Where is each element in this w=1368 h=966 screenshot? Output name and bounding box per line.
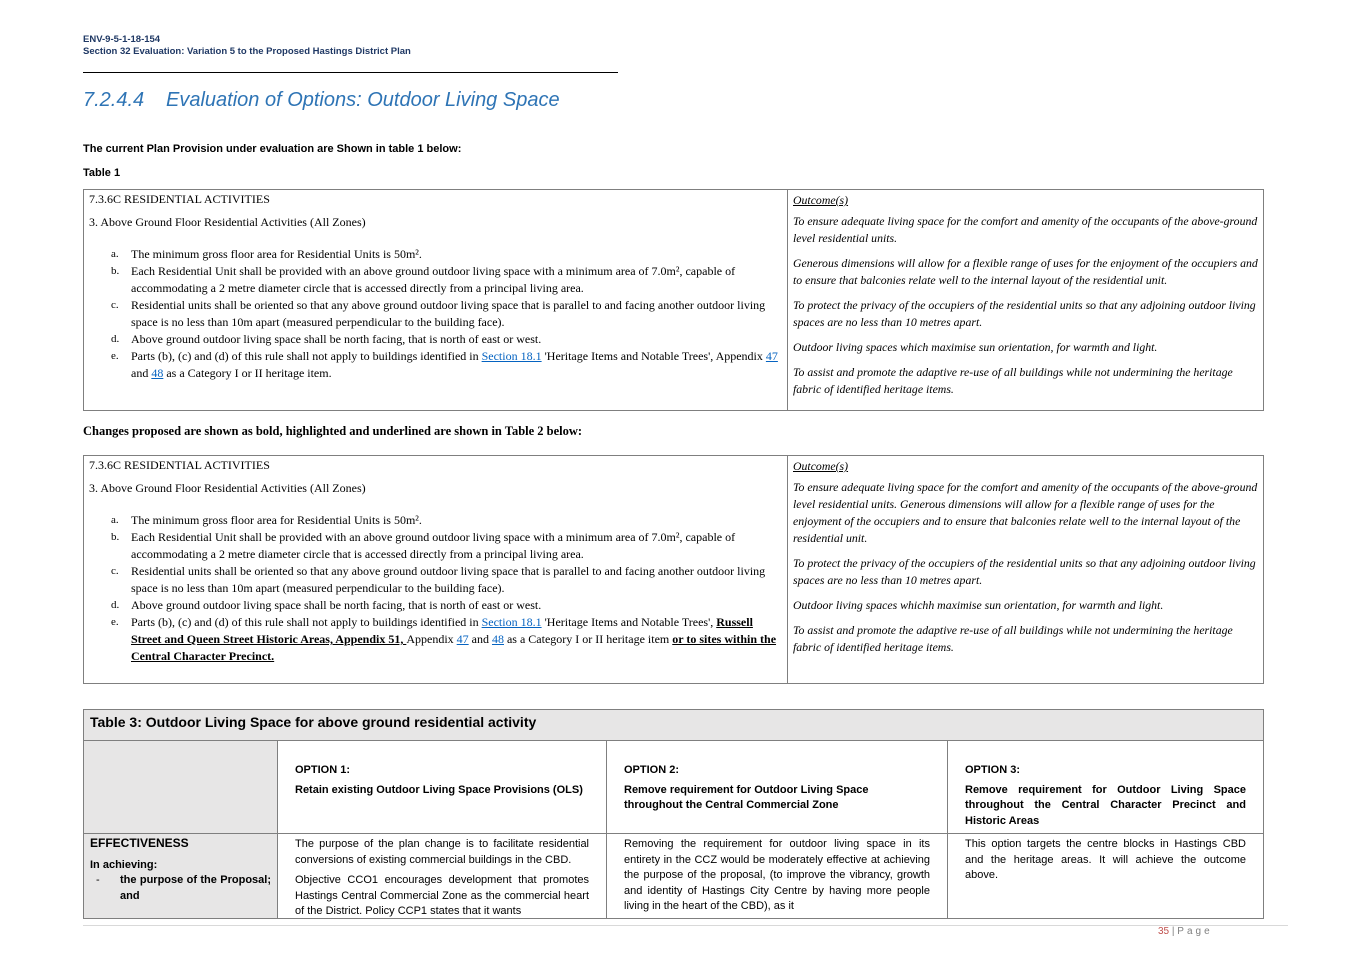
rule-item-c: c. Residential units shall be oriented so that any above ground outdoor living space that is parallel to and facing another outdoor living space is no less than 10m apart (measured perpendicular to the building face).: [111, 564, 766, 595]
table-3: [83, 709, 1264, 919]
option-2-header: OPTION 2: Remove requirement for Outdoor Living Space throughout the Central Commercial Zone: [607, 741, 948, 834]
outcome-text: To assist and promote the adaptive re-use of all buildings while not undermining the heritage fabric of identified heritage items.: [793, 365, 1233, 396]
table1-outcome-cell: [788, 190, 1264, 411]
outcome-text: To ensure adequate living space for the comfort and amenity of the occupants of the above-ground level residential units. Generous dimensions will allow for a flexible range of uses for the enjoyment of the occupiers and to ensure that balconies relate well to the internal layout of the residential unit.: [793, 480, 1258, 545]
outcome-heading: Outcome(s): [793, 459, 849, 473]
rule-subtitle: 3. Above Ground Floor Residential Activities (All Zones): [89, 481, 366, 495]
outcome-text: Outdoor living spaces which maximise sun orientation, for warmth and light.: [793, 340, 1158, 354]
option-1-effectiveness: The purpose of the plan change is to facilitate residential conversions of existing commercial buildings in the CBD. Objective CCO1 encourages development that promotes Hastings Central Commercial Zone as the commercial heart of the District. Policy CCP1 states that it wants: [278, 834, 607, 919]
rule-title: 7.3.6C RESIDENTIAL ACTIVITIES: [89, 458, 270, 472]
document-header: [83, 34, 411, 58]
option-2-effectiveness: Removing the requirement for outdoor living space in its entirety in the CCZ would be moderately effective at achieving the purpose of the proposal, (to improve the vibrancy, growth and identity of Hastings City Centre by having more people living in the heart of the CBD), as it: [607, 834, 948, 919]
option-1-header: OPTION 1: Retain existing Outdoor Living Space Provisions (OLS): [278, 741, 607, 834]
rule-item-a: a. The minimum gross floor area for Residential Units is 50m².: [111, 513, 422, 527]
outcome-heading: Outcome(s): [793, 193, 849, 207]
option-3-header: OPTION 3: Remove requirement for Outdoor Living Space throughout the Central Character Precinct and Historic Areas: [948, 741, 1264, 834]
rule-item-e: e. Parts (b), (c) and (d) of this rule shall not apply to buildings identified in Section 18.1 'Heritage Items and Notable Trees', Russell Street and Queen Street Historic Areas, Appendix 51, Appendix 47 and 48 as a Category I or II heritage item or to sites within the Central Character Precinct.: [111, 615, 777, 663]
rule-item-b: b. Each Residential Unit shall be provided with an above ground outdoor living space with a minimum area of 7.0m², capable of accommodating a 2 metre diameter circle that is accessed directly from a principal living area.: [111, 264, 736, 295]
rule-item-b: b. Each Residential Unit shall be provided with an above ground outdoor living space with a minimum area of 7.0m², capable of accommodating a 2 metre diameter circle that is accessed directly from a principal living area.: [111, 530, 736, 561]
rule-list: [89, 246, 782, 382]
rule-list: [89, 512, 782, 665]
section-heading: [83, 89, 560, 112]
section-18-1-link[interactable]: Section 18.1: [481, 615, 542, 629]
appendix-47-link[interactable]: 47: [765, 349, 778, 363]
outcome-text: To protect the privacy of the occupiers of the residential units so that any adjoining outdoor living spaces are no less than 10 metres apart.: [793, 298, 1256, 329]
outcome-text: To assist and promote the adaptive re-use of all buildings while not undermining the heritage fabric of identified heritage items.: [793, 623, 1233, 654]
table2-rule-cell: [84, 456, 788, 684]
table-2: [83, 455, 1264, 684]
outcome-text: Outdoor living spaces whichh maximise sun orientation, for warmth and light.: [793, 598, 1164, 612]
appendix-47-link[interactable]: 47: [456, 632, 469, 646]
header-divider: [83, 72, 618, 73]
table2-intro: Changes proposed are shown as bold, highlighted and underlined are shown in Table 2 below:: [83, 424, 583, 438]
effectiveness-cell: [84, 834, 278, 919]
outcome-text: To ensure adequate living space for the comfort and amenity of the occupants of the above-ground level residential units.: [793, 214, 1258, 245]
table3-corner-cell: [84, 741, 278, 834]
inserted-text: or to sites within the Central Character Precinct.: [131, 632, 777, 663]
document-code: ENV-9-5-1-18-154: [83, 34, 161, 45]
inserted-text: Russell Street and Queen Street Historic Areas, Appendix 51,: [131, 615, 753, 646]
rule-item-c: c. Residential units shall be oriented so that any above ground outdoor living space that is parallel to and facing another outdoor living space is no less than 10m apart (measured perpendicular to the building face).: [111, 298, 766, 329]
rule-title: 7.3.6C RESIDENTIAL ACTIVITIES: [89, 192, 270, 206]
rule-item-e: e. Parts (b), (c) and (d) of this rule shall not apply to buildings identified in Section 18.1 'Heritage Items and Notable Trees', Appendix 47 and 48 as a Category I or II heritage item.: [111, 349, 778, 380]
table3-title: Table 3: Outdoor Living Space for above ground residential activity: [84, 710, 1264, 741]
rule-item-a: a. The minimum gross floor area for Residential Units is 50m².: [111, 247, 422, 261]
footer-divider: [83, 925, 1288, 926]
rule-item-d: d. Above ground outdoor living space shall be north facing, that is north of east or west.: [111, 598, 542, 612]
option-3-effectiveness: This option targets the centre blocks in Hastings CBD and the heritage areas. It will achieve the outcome above.: [948, 834, 1264, 919]
table1-intro: The current Plan Provision under evaluation are Shown in table 1 below:: [83, 143, 462, 155]
effectiveness-item: - the purpose of the Proposal; and: [96, 874, 271, 902]
appendix-48-link[interactable]: 48: [491, 632, 504, 646]
section-number: 7.2.4.4: [83, 89, 145, 111]
effectiveness-subtitle: In achieving:: [90, 858, 158, 871]
table1-rule-cell: [84, 190, 788, 411]
section-title: Evaluation of Options: Outdoor Living Space: [166, 89, 560, 111]
table2-outcome-cell: [788, 456, 1264, 684]
page-number: 35 | Page: [1158, 926, 1213, 937]
outcome-text: Generous dimensions will allow for a flexible range of uses for the enjoyment of the occupiers and to ensure that balconies relate well to the internal layout of the residential unit.: [793, 256, 1258, 287]
table-1: [83, 189, 1264, 411]
appendix-48-link[interactable]: 48: [151, 366, 164, 380]
document-subtitle: Section 32 Evaluation: Variation 5 to the Proposed Hastings District Plan: [83, 46, 411, 57]
table1-label: Table 1: [83, 167, 121, 179]
rule-item-d: d. Above ground outdoor living space shall be north facing, that is north of east or west.: [111, 332, 542, 346]
rule-subtitle: 3. Above Ground Floor Residential Activities (All Zones): [89, 215, 366, 229]
effectiveness-title: EFFECTIVENESS: [90, 836, 189, 850]
section-18-1-link[interactable]: Section 18.1: [481, 349, 542, 363]
outcome-text: To protect the privacy of the occupiers of the residential units so that any adjoining outdoor living spaces are no less than 10 metres apart.: [793, 556, 1256, 587]
